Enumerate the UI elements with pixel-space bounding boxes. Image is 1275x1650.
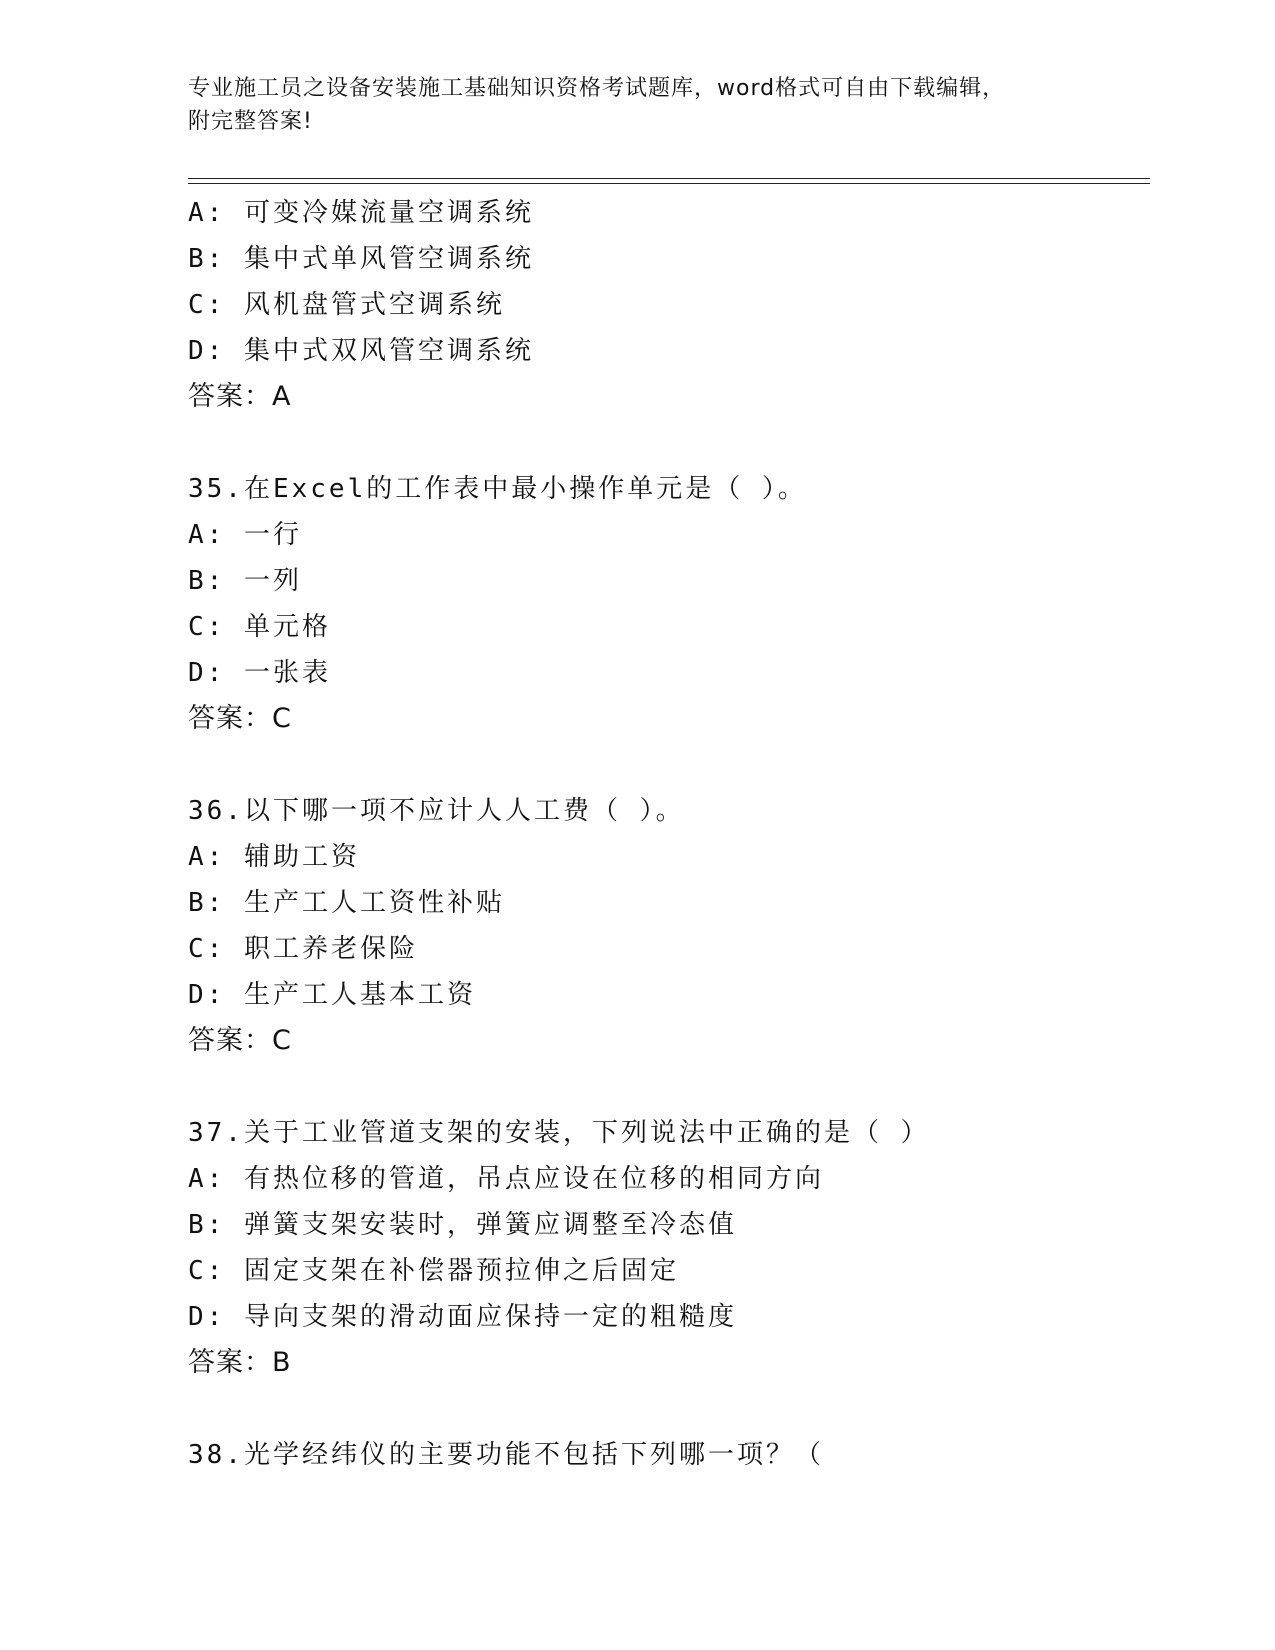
header-divider-bottom [188,183,1150,184]
option-d: D: 一张表 [188,658,331,688]
answer-line: 答案：A [188,381,292,412]
spacer [188,1386,1148,1432]
option-a: A: 辅助工资 [188,842,360,872]
question-block-35 [188,466,1148,742]
question-stem: 37.关于工业管道支架的安装，下列说法中正确的是（ ） [188,1118,930,1148]
question-stem: 35.在Excel的工作表中最小操作单元是（ ）。 [188,474,807,504]
document-header [188,72,1088,138]
question-block-36 [188,788,1148,1064]
option-b: B: 一列 [188,566,302,596]
option-b: B: 生产工人工资性补贴 [188,888,505,918]
option-a: A: 有热位移的管道，吊点应设在位移的相同方向 [188,1164,824,1194]
answer-line: 答案：C [188,703,292,734]
option-c: C: 固定支架在补偿器预拉伸之后固定 [188,1256,679,1286]
option-c: C: 风机盘管式空调系统 [188,290,505,320]
answer-line: 答案：B [188,1347,292,1378]
option-a: A: 一行 [188,520,302,550]
question-block-38 [188,1432,1148,1478]
option-c: C: 单元格 [188,612,331,642]
option-d: D: 集中式双风管空调系统 [188,336,534,366]
option-b: B: 弹簧支架安装时，弹簧应调整至冷态值 [188,1210,737,1240]
question-block-37 [188,1110,1148,1386]
question-block-partial [188,190,1148,420]
spacer [188,420,1148,466]
question-list [188,190,1148,1478]
header-divider-top [188,178,1150,179]
header-line-1: 专业施工员之设备安装施工基础知识资格考试题库，word格式可自由下载编辑， [188,76,1006,101]
question-stem: 38.光学经纬仪的主要功能不包括下列哪一项？（ [188,1440,824,1470]
option-d: D: 生产工人基本工资 [188,980,476,1010]
option-a: A: 可变冷媒流量空调系统 [188,198,534,228]
answer-line: 答案：C [188,1025,292,1056]
header-line-2: 附完整答案! [188,109,313,134]
spacer [188,1064,1148,1110]
option-c: C: 职工养老保险 [188,934,418,964]
question-stem: 36.以下哪一项不应计人人工费（ ）。 [188,796,685,826]
option-d: D: 导向支架的滑动面应保持一定的粗糙度 [188,1302,737,1332]
spacer [188,742,1148,788]
option-b: B: 集中式单风管空调系统 [188,244,534,274]
